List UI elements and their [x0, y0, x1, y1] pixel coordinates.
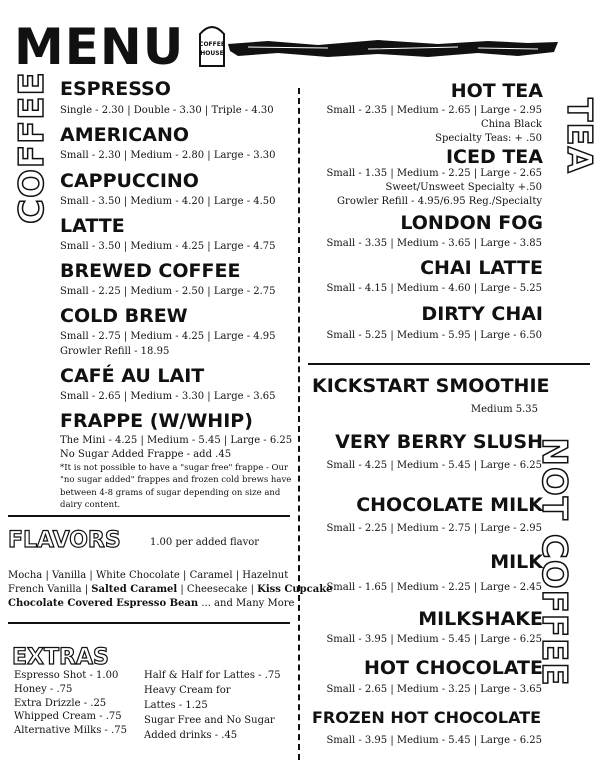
coffee-section-label: COFFEE — [12, 71, 52, 224]
flavors-top-rule — [8, 515, 290, 517]
cold-brew-prices: Small - 2.75 | Medium - 4.25 | Large - 4.95 — [60, 331, 276, 342]
milk-prices: Small - 1.65 | Medium - 2.25 | Large - 2.45 — [326, 582, 542, 593]
hot-tea-china-black: China Black — [480, 119, 542, 130]
cappuccino-name: CAPPUCCINO — [60, 170, 199, 192]
menu-title: MENU — [14, 18, 185, 76]
iced-tea-name: ICED TEA — [445, 146, 543, 168]
frappe-prices: The Mini - 4.25 | Medium - 5.45 | Large - 6.25 — [60, 435, 293, 446]
frappe-name: FRAPPE (W/WHIP) — [60, 410, 253, 432]
milkshake-prices: Small - 3.95 | Medium - 5.45 | Large - 6.25 — [326, 634, 542, 645]
extra-item: Alternative Milks - .75 — [14, 725, 127, 737]
flavors-section-label: FLAVORS — [8, 528, 121, 553]
hot-tea-specialty: Specialty Teas: + .50 — [435, 133, 542, 144]
very-berry-slush-prices: Small - 4.25 | Medium - 5.45 | Large - 6.25 — [326, 460, 542, 471]
dirty-chai-prices: Small - 5.25 | Medium - 5.95 | Large - 6.50 — [326, 330, 542, 341]
chocolate-milk-name: CHOCOLATE MILK — [356, 494, 543, 516]
hot-chocolate-name: HOT CHOCOLATE — [364, 657, 543, 679]
hot-tea-name: HOT TEA — [450, 80, 543, 102]
frozen-hot-chocolate-name: FROZEN HOT CHOCOLATE — [312, 708, 542, 727]
espresso-name: ESPRESSO — [60, 78, 171, 100]
extra-item: Lattes - 1.25 — [144, 700, 208, 711]
extras-section-label: EXTRAS — [12, 645, 109, 670]
iced-tea-growler: Growler Refill - 4.95/6.95 Reg./Specialty — [337, 196, 542, 207]
kickstart-smoothie-prices: Medium 5.35 — [470, 404, 538, 415]
extra-item: Half & Half for Lattes - .75 — [144, 670, 281, 681]
milkshake-name: MILKSHAKE — [418, 608, 543, 630]
chai-latte-prices: Small - 4.15 | Medium - 4.60 | Large - 5.25 — [326, 283, 542, 294]
flavors-line-1: Mocha | Vanilla | White Chocolate | Caramel | Hazelnut — [8, 570, 289, 581]
extras-top-rule — [8, 622, 290, 624]
frozen-hot-chocolate-prices: Small - 3.95 | Medium - 5.45 | Large - 6.25 — [326, 735, 542, 746]
flavors-price: 1.00 per added flavor — [150, 537, 260, 548]
extra-item: Whipped Cream - .75 — [14, 711, 122, 723]
espresso-prices: Single - 2.30 | Double - 3.30 | Triple - 4.30 — [60, 105, 274, 116]
chai-latte-name: CHAI LATTE — [420, 257, 543, 279]
iced-tea-prices: Small - 1.35 | Medium - 2.25 | Large - 2.65 — [326, 168, 542, 179]
milk-name: MILK — [490, 551, 543, 573]
cappuccino-prices: Small - 3.50 | Medium - 4.20 | Large - 4.50 — [60, 196, 276, 207]
not-coffee-section-label: NOT COFFEE — [534, 437, 574, 687]
svg-text:COFFEE: COFFEE — [199, 41, 225, 48]
coffee-house-logo — [196, 20, 228, 68]
latte-prices: Small - 3.50 | Medium - 4.25 | Large - 4.75 — [60, 241, 276, 252]
iced-tea-sweet: Sweet/Unsweet Specialty +.50 — [385, 182, 542, 193]
london-fog-name: LONDON FOG — [400, 212, 543, 234]
frappe-sugar-note: *It is not possible to have a "sugar free" frappe - Our "no sugar added" frappes and frozen cold brews have between 4-8 grams of sugar depending on size and dairy content. — [60, 463, 292, 510]
brush-stroke-decoration — [228, 36, 558, 62]
cold-brew-name: COLD BREW — [60, 305, 188, 327]
cold-brew-growler: Growler Refill - 18.95 — [60, 346, 170, 357]
brewed-coffee-name: BREWED COFFEE — [60, 260, 241, 282]
dirty-chai-name: DIRTY CHAI — [421, 303, 543, 325]
frappe-no-sugar: No Sugar Added Frappe - add .45 — [60, 449, 232, 460]
chocolate-milk-prices: Small - 2.25 | Medium - 2.75 | Large - 2.95 — [326, 523, 542, 534]
brewed-coffee-prices: Small - 2.25 | Medium - 2.50 | Large - 2.75 — [60, 286, 276, 297]
very-berry-slush-name: VERY BERRY SLUSH — [335, 431, 543, 453]
extra-item: Honey - .75 — [14, 683, 73, 695]
cafe-au-lait-name: CAFÉ AU LAIT — [60, 365, 205, 387]
extra-item: Espresso Shot - 1.00 — [14, 670, 119, 681]
americano-prices: Small - 2.30 | Medium - 2.80 | Large - 3.30 — [60, 150, 276, 161]
extra-item: Extra Drizzle - .25 — [14, 697, 107, 709]
extra-item: Heavy Cream for — [144, 685, 231, 696]
extras-right-list — [144, 668, 281, 743]
americano-name: AMERICANO — [60, 124, 189, 146]
kickstart-smoothie-name: KICKSTART SMOOTHIE — [312, 375, 550, 397]
column-divider — [298, 88, 300, 760]
cafe-au-lait-prices: Small - 2.65 | Medium - 3.30 | Large - 3.65 — [60, 391, 276, 402]
not-coffee-top-rule — [308, 363, 590, 365]
extras-left-list — [14, 669, 127, 738]
london-fog-prices: Small - 3.35 | Medium - 3.65 | Large - 3.85 — [326, 238, 542, 249]
extra-item: Sugar Free and No Sugar — [144, 715, 275, 726]
svg-text:HOUSE: HOUSE — [200, 50, 224, 57]
latte-name: LATTE — [60, 215, 125, 237]
flavors-line-3: Chocolate Covered Espresso Bean ... and Many More — [8, 598, 295, 609]
tea-section-label: TEA — [559, 98, 599, 174]
flavors-line-2: French Vanilla | Salted Caramel | Cheesecake | Kiss Cupcake — [8, 584, 333, 595]
hot-chocolate-prices: Small - 2.65 | Medium - 3.25 | Large - 3.65 — [326, 684, 542, 695]
extra-item: Added drinks - .45 — [144, 730, 238, 741]
hot-tea-prices: Small - 2.35 | Medium - 2.65 | Large - 2.95 — [326, 105, 542, 116]
